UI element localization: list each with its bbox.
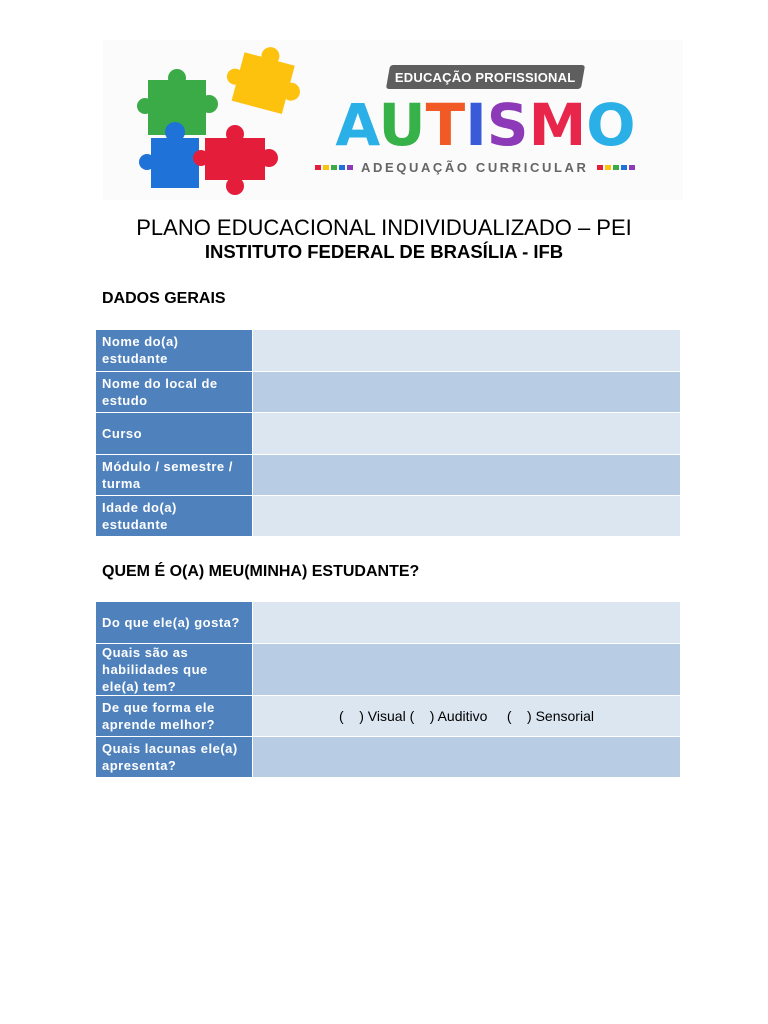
table-row <box>96 371 680 412</box>
likes-field[interactable] <box>253 602 681 643</box>
color-stripe-left <box>315 165 353 170</box>
learning-style-options[interactable]: ( ) Visual ( ) Auditivo ( ) Sensorial <box>253 695 681 736</box>
student-profile-table <box>96 602 680 778</box>
table-row <box>96 643 680 695</box>
brand-letter: I <box>465 91 487 159</box>
subtitle-line <box>315 158 643 176</box>
brand-letter: O <box>586 91 636 159</box>
row-label: Nome do local de estudo <box>96 371 253 412</box>
banner-subtitle: ADEQUAÇÃO CURRICULAR <box>361 159 589 175</box>
brand-title <box>313 90 658 160</box>
row-label: Quais lacunas ele(a) apresenta? <box>96 736 253 777</box>
row-label: Quais são as habilidades que ele(a) tem? <box>96 643 253 695</box>
puzzle-pieces-icon <box>133 40 303 200</box>
student-age-field[interactable] <box>253 495 681 536</box>
table-row <box>96 602 680 643</box>
institution-name: INSTITUTO FEDERAL DE BRASÍLIA - IFB <box>204 241 564 262</box>
table-row <box>96 695 680 736</box>
row-label: De que forma ele aprende melhor? <box>96 695 253 736</box>
section-heading-general-data: DADOS GERAIS <box>102 290 226 307</box>
education-badge <box>386 65 585 89</box>
color-stripe-right <box>597 165 635 170</box>
row-label: Módulo / semestre / turma <box>96 454 253 495</box>
student-name-field[interactable] <box>253 330 681 371</box>
section-heading-who-is-student: QUEM É O(A) MEU(MINHA) ESTUDANTE? <box>102 563 420 580</box>
brand-letter: A <box>335 91 379 159</box>
general-data-table <box>96 330 680 537</box>
study-location-field[interactable] <box>253 371 681 412</box>
brand-letter: T <box>425 91 466 159</box>
table-row <box>96 495 680 536</box>
row-label: Do que ele(a) gosta? <box>96 602 253 643</box>
table-row <box>96 330 680 371</box>
brand-letter: S <box>486 91 529 159</box>
yellow-puzzle-piece <box>221 40 303 117</box>
table-row <box>96 454 680 495</box>
abilities-field[interactable] <box>253 643 681 695</box>
gaps-field[interactable] <box>253 736 681 777</box>
table-row <box>96 736 680 777</box>
red-puzzle-piece <box>193 125 278 195</box>
module-semester-class-field[interactable] <box>253 454 681 495</box>
badge-text: EDUCAÇÃO PROFISSIONAL <box>395 69 576 85</box>
table-row <box>96 412 680 454</box>
header-banner <box>103 40 683 200</box>
row-label: Idade do(a) estudante <box>96 495 253 536</box>
brand-letter: U <box>378 91 426 159</box>
row-label: Curso <box>96 412 253 454</box>
document-title: PLANO EDUCACIONAL INDIVIDUALIZADO – PEI <box>136 215 632 240</box>
brand-letter: M <box>528 91 587 159</box>
course-field[interactable] <box>253 412 681 454</box>
row-label: Nome do(a) estudante <box>96 330 253 371</box>
